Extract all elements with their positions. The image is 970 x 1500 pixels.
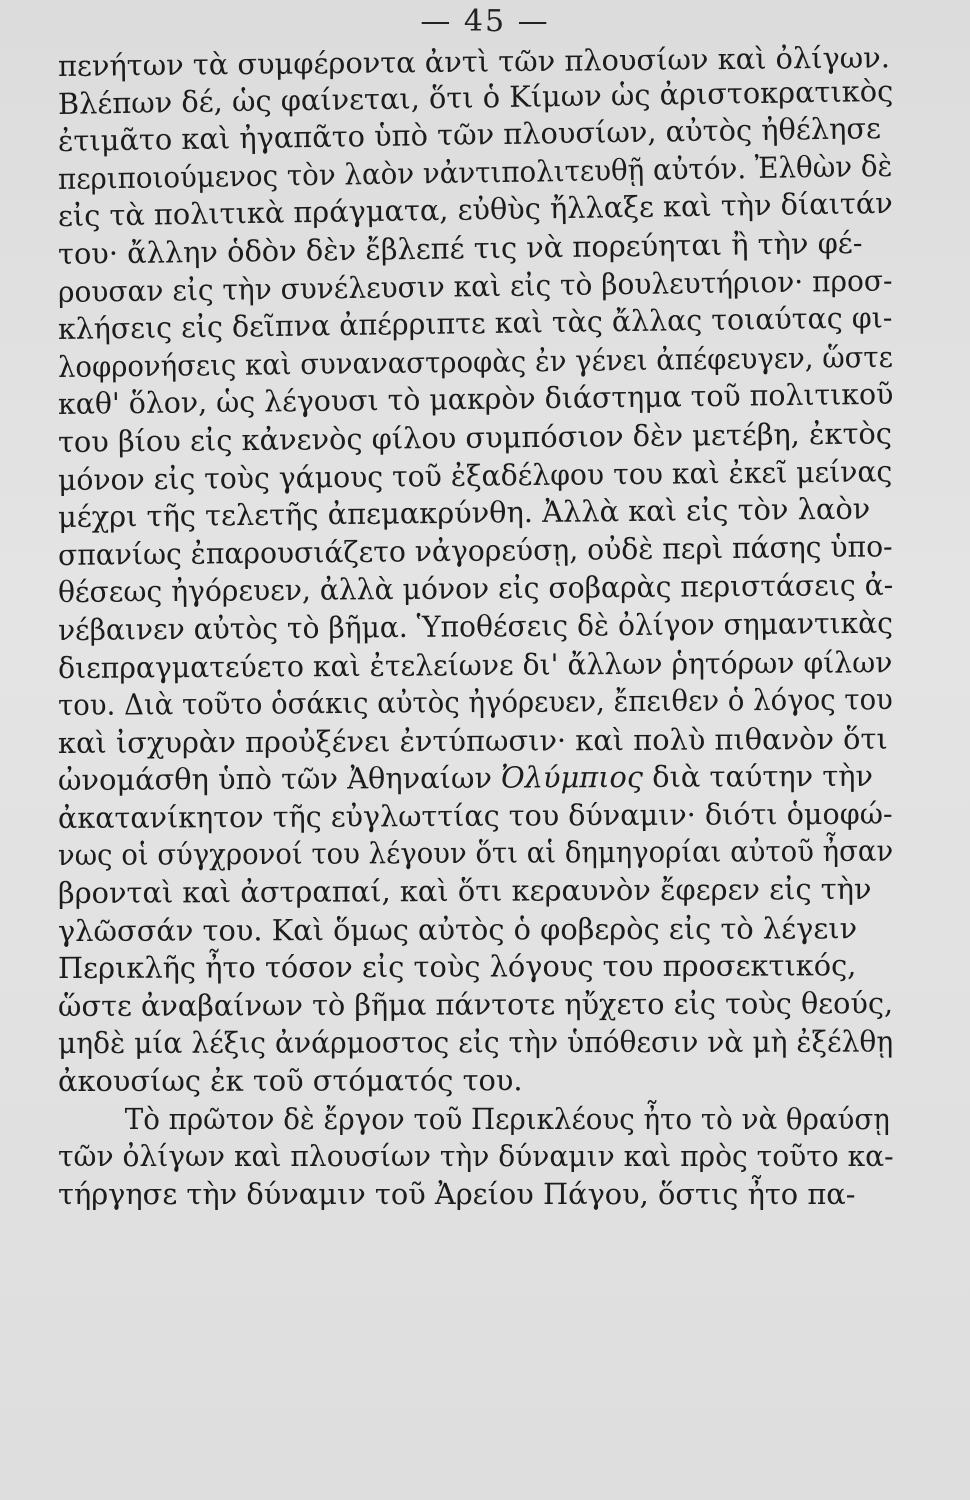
- text-line-5: εἰς τὰ πολιτικὰ πράγματα, εὐθὺς ἤλλαξε καὶ τὴν δίαιτάν: [57, 186, 893, 234]
- text-line-23: βρονταὶ καὶ ἀστραπαί, καὶ ὅτι κεραυνὸν ἔφερεν εἰς τὴν: [57, 871, 872, 911]
- text-line-15: θέσεως ἠγόρευεν, ἀλλὰ μόνον εἰς σοβαρὰς περιστάσεις ἀ-: [57, 568, 894, 610]
- text-line-25: Περικλῆς ἦτο τόσον εἰς τοὺς λόγους του προσεκτικός,: [57, 948, 857, 986]
- text-line-20-end: διὰ ταύτην τὴν: [652, 759, 874, 795]
- text-line-7: ρουσαν εἰς τὴν συνέλευσιν καὶ εἰς τὸ βουλευτήριον· προσ-: [57, 262, 893, 309]
- text-line-20-start: ὠνομάσθη ὑπὸ τῶν Ἀθηναίων: [57, 761, 493, 798]
- text-line-26: ὥστε ἀναβαίνων τὸ βῆμα πάντοτε ηὔχετο εἰς τοὺς θεούς,: [57, 985, 894, 1023]
- text-line-4: περιποιούμενος τὸν λαὸν νἀντιπολιτευθῇ αὐτόν. Ἐλθὼν δὲ: [57, 148, 893, 196]
- text-line-9: λοφρονήσεις καὶ συναναστροφὰς ἐν γένει ἀπέφευγεν, ὥστε: [57, 339, 894, 384]
- text-line-3: ἐτιμᾶτο καὶ ἠγαπᾶτο ὑπὸ τῶν πλουσίων, αὐτὸς ἠθέλησε: [57, 111, 882, 159]
- text-line-10: καθ' ὅλον, ὡς λέγουσι τὸ μακρὸν διάστημα τοῦ πολιτικοῦ: [57, 377, 894, 422]
- text-line-8: κλήσεις εἰς δεῖπνα ἀπέρριπτε καὶ τὰς ἄλλας τοιαύτας φι-: [57, 300, 893, 347]
- text-line-31: τήργησε τὴν δύναμιν τοῦ Ἀρείου Πάγου, ὅστις ἦτο πα-: [58, 1176, 856, 1211]
- text-line-1: πενήτων τὰ συμφέροντα ἀντὶ τῶν πλουσίων καὶ ὀλίγων.: [57, 40, 891, 83]
- text-line-13: μέχρι τῆς τελετῆς ἀπεμακρύνθη. Ἀλλὰ καὶ εἰς τὸν λαὸν: [57, 491, 871, 535]
- text-line-11: του βίου εἰς κἀνενὸς φίλου συμπόσιον δὲν μετέβη, ἐκτὸς: [57, 416, 893, 459]
- body-text: [57, 40, 898, 1213]
- text-line-22: νως οἱ σύγχρονοί του λέγουν ὅτι αἱ δημηγορίαι αὐτοῦ ἦσαν: [57, 834, 894, 873]
- text-line-18: του. Διὰ τοῦτο ὁσάκις αὐτὸς ἠγόρευεν, ἔπειθεν ὁ λόγος του: [57, 682, 893, 723]
- italic-name-olympios: Ὀλύμπιος: [501, 760, 644, 795]
- text-line-19: καὶ ἰσχυρὰν προὐξένει ἐντύπωσιν· καὶ πολὺ πιθανὸν ὅτι: [57, 721, 888, 760]
- text-line-20: [58, 758, 893, 800]
- text-line-2: Βλέπων δέ, ὡς φαίνεται, ὅτι ὁ Κίμων ὡς ἀριστοκρατικὸς: [57, 73, 894, 121]
- text-line-17: διεπραγματεύετο καὶ ἐτελείωνε δι' ἄλλων ῥητόρων φίλων: [57, 644, 893, 685]
- page-number-header: — 45 —: [420, 4, 550, 39]
- text-line-27: μηδὲ μία λέξις ἀνάρμοστος εἰς τὴν ὑπόθεσιν νὰ μὴ ἐξέλθῃ: [57, 1024, 894, 1061]
- text-line-6: του· ἄλλην ὁδὸν δὲν ἔβλεπέ τις νὰ πορεύηται ἢ τὴν φέ-: [57, 225, 863, 271]
- text-line-12: μόνον εἰς τοὺς γάμους τοῦ ἐξαδέλφου του καὶ ἐκεῖ μείνας: [57, 453, 893, 497]
- text-line-24: γλῶσσάν του. Καὶ ὅμως αὐτὸς ὁ φοβερὸς εἰς τὸ λέγειν: [57, 910, 858, 948]
- text-line-14: σπανίως ἐπαρουσιάζετο νἀγορεύσῃ, οὐδὲ περὶ πάσης ὑπο-: [57, 528, 893, 572]
- text-line-16: νέβαινεν αὐτὸς τὸ βῆμα. Ὑποθέσεις δὲ ὀλίγον σημαντικὰς: [57, 605, 894, 647]
- text-line-28: ἀκουσίως ἐκ τοῦ στόματός του.: [57, 1063, 523, 1099]
- text-line-21: ἀκατανίκητον τῆς εὐγλωττίας του δύναμιν· διότι ὁμοφώ-: [57, 796, 893, 835]
- text-line-30: τῶν ὀλίγων καὶ πλουσίων τὴν δύναμιν καὶ πρὸς τοῦτο κα-: [58, 1139, 894, 1174]
- text-line-29-paragraph-start: Τὸ πρῶτον δὲ ἔργον τοῦ Περικλέους ἦτο τὸ νὰ θραύσῃ: [124, 1101, 890, 1136]
